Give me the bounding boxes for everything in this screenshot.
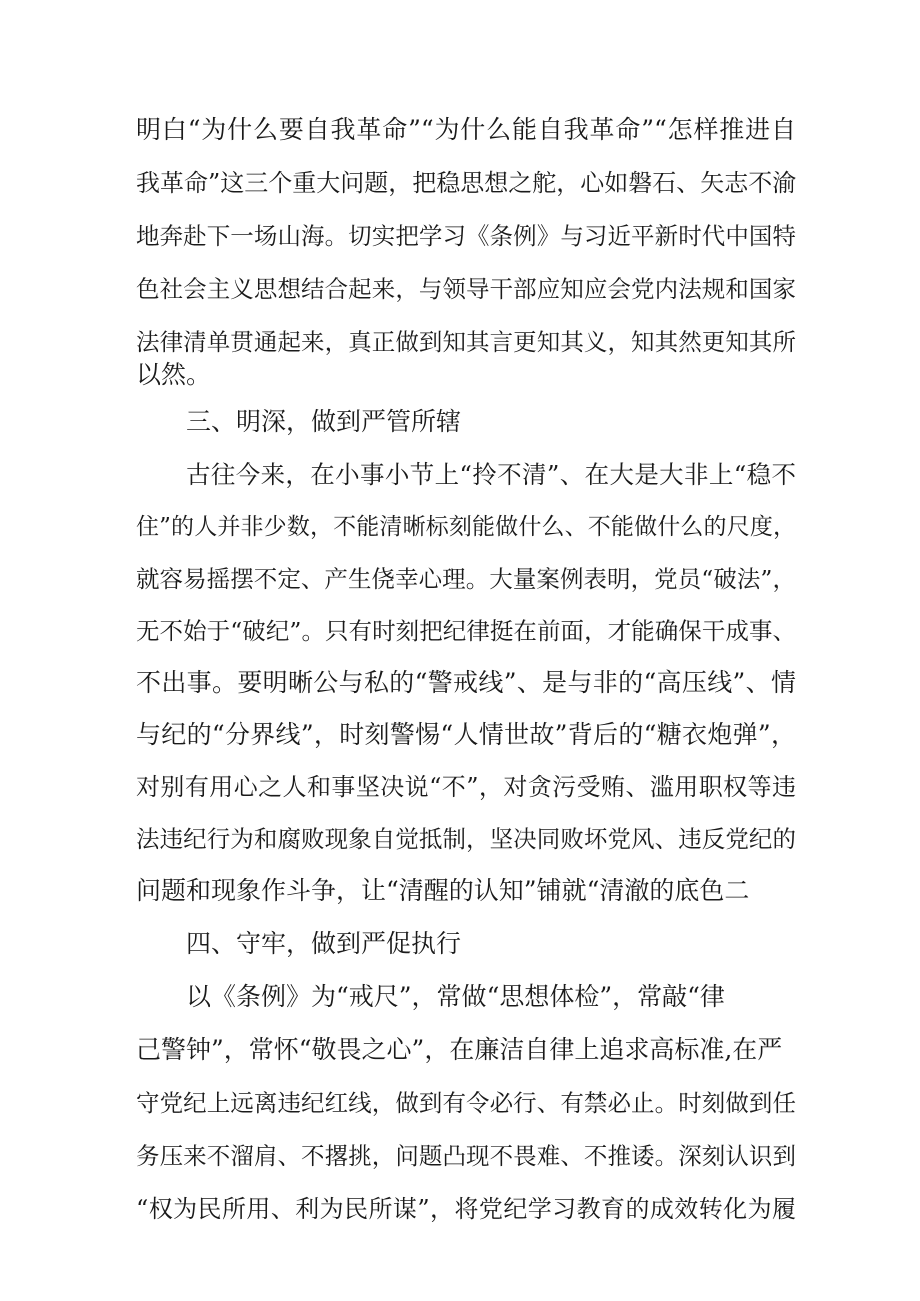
text-line: 我革命”这三个重大问题，把稳思想之舵，心如磐石、矢志不渝 bbox=[136, 169, 797, 197]
text-line: 问题和现象作斗争，让“清醒的认知”铺就“清澈的底色二 bbox=[136, 876, 750, 905]
text-line: 古往今来，在小事小节上“拎不清”、在大是大非上“稳不 bbox=[186, 460, 796, 489]
text-line: 色社会主义思想结合起来，与领导干部应知应会党内法规和国家 bbox=[136, 275, 796, 303]
section-heading-3: 三、明深，做到严管所辖 bbox=[186, 407, 462, 436]
text-line: 对别有用心之人和事坚决说“不”，对贪污受贿、滥用职权等违 bbox=[136, 773, 796, 801]
text-line: 法违纪行为和腐败现象自觉抵制，坚决同败坏党风、违反党纪的 bbox=[136, 825, 796, 853]
text-line: 明白“为什么要自我革命”“为什么能自我革命”“怎样推进自 bbox=[136, 115, 796, 144]
text-line: 无不始于“破纪”。只有时刻把纪律挺在前面，才能确保干成事、 bbox=[136, 617, 796, 645]
text-line: 不出事。要明晰公与私的“警戒线”、是与非的“高压线”、情 bbox=[136, 668, 796, 697]
text-line: 地奔赴下一场山海。切实把学习《条例》与习近平新时代中国特 bbox=[136, 222, 796, 250]
text-line: 以然。 bbox=[136, 360, 212, 389]
text-line: “权为民所用、利为民所谋”，将党纪学习教育的成效转化为履 bbox=[136, 1195, 796, 1223]
section-heading-4: 四、守牢，做到严促执行 bbox=[186, 929, 462, 958]
text-line: 法律清单贯通起来，真正做到知其言更知其义，知其然更知其所 bbox=[136, 328, 796, 356]
text-line: 与纪的“分界线”，时刻警惕“人情世故”背后的“糖衣炮弹”， bbox=[136, 720, 796, 749]
text-line: 住”的人并非少数，不能清晰标刻能做什么、不能做什么的尺度， bbox=[136, 514, 796, 540]
text-line: 守党纪上远离违纪红线，做到有令必行、有禁必止。时刻做到任 bbox=[136, 1089, 796, 1117]
text-line: 务压来不溜肩、不撂挑，问题凸现不畏难、不推诿。深刻认识到 bbox=[136, 1142, 796, 1170]
text-line: 己警钟”，常怀“敬畏之心”，在廉洁自律上追求高标准,在严 bbox=[136, 1035, 783, 1064]
text-line: 以《条例》为“戒尺”，常做“思想体检”，常敲“律 bbox=[186, 982, 725, 1011]
text-line: 就容易摇摆不定、产生侥幸心理。大量案例表明，党员“破法”， bbox=[136, 565, 796, 593]
